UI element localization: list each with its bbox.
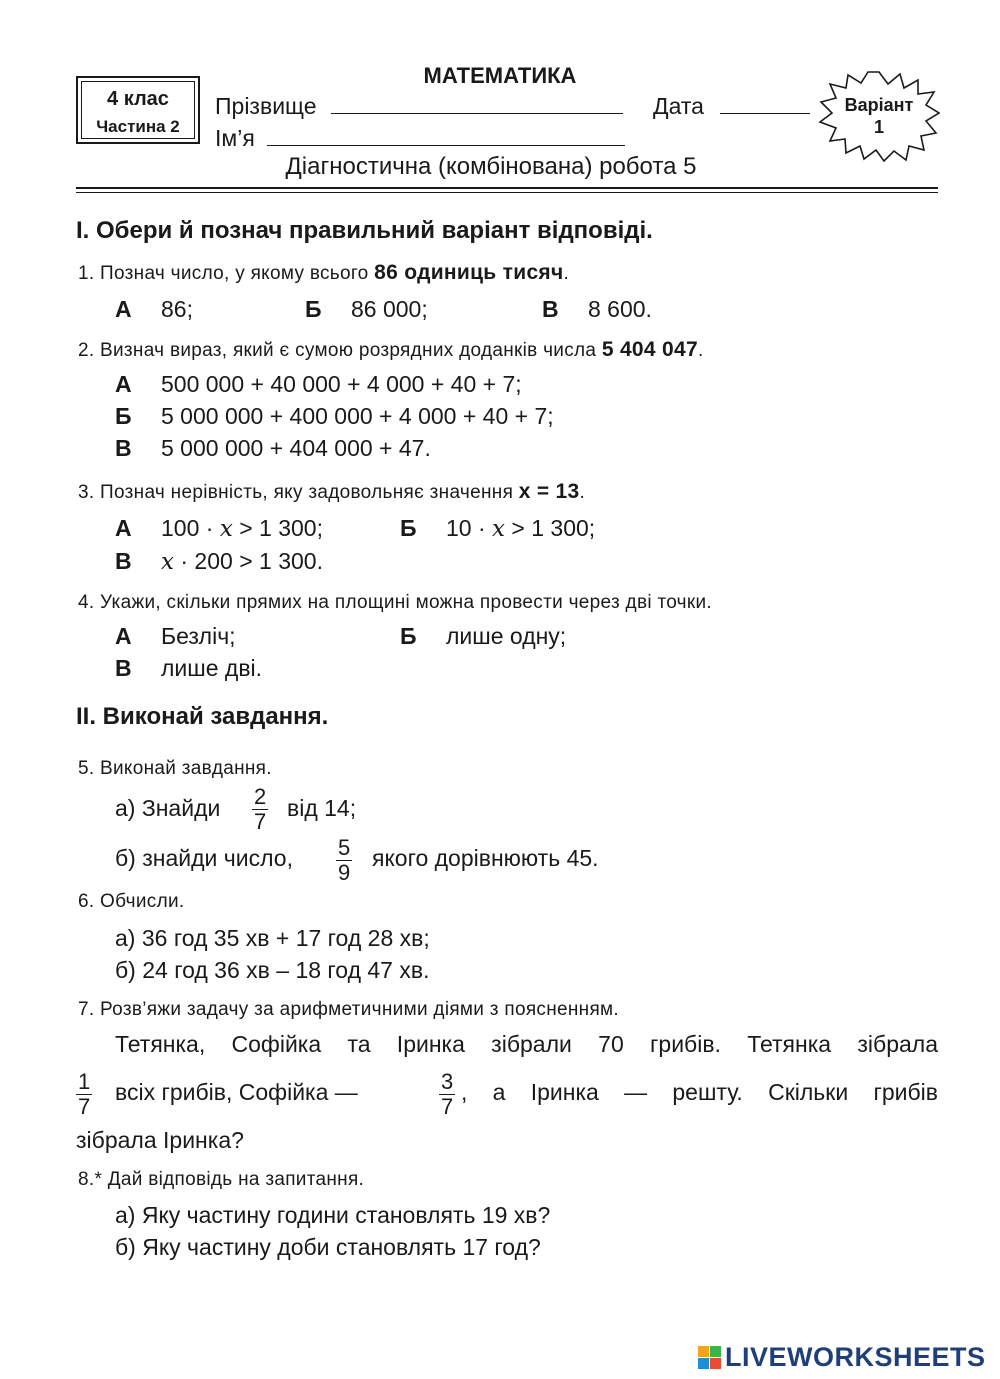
surname-field[interactable]: [331, 95, 623, 114]
question-4: 4. Укажи, скільки прямих на площині можна провести через дві точки.: [78, 592, 712, 613]
fraction-numerator: 2: [254, 784, 267, 809]
q3-option-a[interactable]: [115, 515, 323, 542]
question-2: [78, 338, 704, 362]
fraction-3-7: [439, 1070, 455, 1119]
name-row: [215, 125, 625, 152]
liveworksheets-logo-icon: [698, 1346, 721, 1369]
question-5: 5. Виконай завдання.: [78, 758, 272, 779]
option-text: 86 000;: [351, 296, 428, 322]
fraction-numerator: 5: [338, 835, 351, 860]
question-2-end: .: [697, 340, 704, 361]
q7-line-3: зібрала Іринка?: [76, 1127, 244, 1153]
option-var: x: [492, 516, 506, 542]
q8-b: б) Яку частину доби становлять 17 год?: [115, 1234, 541, 1260]
fraction-1-7: [76, 1070, 92, 1119]
section-1-title: І. Обери й познач правильний варіант відповіді.: [76, 217, 653, 244]
q5-a-pre: а) Знайди: [115, 795, 221, 821]
liveworksheets-watermark[interactable]: [698, 1342, 986, 1373]
option-post: · 200 > 1 300.: [173, 548, 323, 574]
option-letter: А: [115, 623, 132, 649]
question-3: [78, 480, 585, 504]
option-text: Безліч;: [161, 623, 236, 649]
q1-option-a[interactable]: [115, 296, 193, 323]
question-2-bold: 5 404 047: [601, 338, 698, 361]
option-letter: Б: [115, 403, 132, 429]
surname-row: [215, 93, 623, 120]
surname-label: Прізвище: [215, 93, 317, 119]
q5-a-post: від 14;: [287, 795, 357, 821]
logo-tile: [698, 1358, 709, 1369]
fraction-numerator: 1: [78, 1069, 91, 1094]
option-letter: В: [115, 548, 132, 574]
question-6: 6. Обчисли.: [78, 891, 185, 912]
question-2-text: 2. Визнач вираз, який є сумою розрядних доданків числа: [78, 340, 602, 361]
q4-option-b[interactable]: [400, 623, 566, 650]
option-letter: Б: [305, 296, 322, 322]
fraction-denominator: 7: [254, 809, 267, 834]
q2-option-a[interactable]: [115, 371, 522, 398]
logo-tile: [710, 1358, 721, 1369]
question-8: 8.* Дай відповідь на запитання.: [78, 1169, 365, 1190]
option-text: 86;: [161, 296, 193, 322]
option-post: > 1 300;: [505, 515, 596, 541]
fraction-5-9: [336, 836, 352, 885]
q1-option-c[interactable]: [542, 296, 652, 323]
question-3-text: 3. Познач нерівність, яку задовольняє значення: [78, 482, 519, 503]
option-letter: В: [115, 655, 132, 681]
header-divider: [76, 187, 938, 189]
q2-option-c[interactable]: [115, 435, 431, 462]
q6-b: б) 24 год 36 хв – 18 год 47 хв.: [115, 957, 430, 983]
liveworksheets-text: LIVEWORKSHEETS: [725, 1342, 986, 1372]
date-field[interactable]: [720, 95, 810, 114]
option-letter: В: [115, 435, 132, 461]
variant-badge: [818, 70, 940, 162]
option-letter: А: [115, 515, 132, 541]
fraction-denominator: 7: [441, 1094, 454, 1119]
question-1-text: 1. Познач число, у якому всього: [78, 263, 375, 284]
q4-option-c[interactable]: [115, 655, 262, 682]
option-letter: В: [542, 296, 559, 322]
fraction-denominator: 7: [78, 1094, 91, 1119]
option-letter: А: [115, 371, 132, 397]
variant-label: Варіант: [844, 95, 914, 115]
logo-tile: [710, 1346, 721, 1357]
option-letter: А: [115, 296, 132, 322]
fraction-2-7: [252, 785, 268, 834]
question-1-end: .: [563, 263, 570, 284]
question-7: 7. Розв’яжи задачу за арифметичними діями з поясненням.: [78, 999, 619, 1020]
fraction-denominator: 9: [338, 860, 351, 885]
q5-b-post: якого дорівнюють 45.: [372, 845, 599, 871]
grade-label: 4 клас: [107, 88, 169, 110]
question-3-end: .: [579, 482, 586, 503]
name-label: Ім’я: [215, 125, 255, 151]
option-text: 5 000 000 + 404 000 + 47.: [161, 435, 431, 461]
q5-b-pre: б) знайди число,: [115, 845, 293, 871]
q7-line-1: Тетянка, Софійка та Іринка зібрали 70 грибів. Тетянка зібрала: [115, 1031, 938, 1057]
variant-number: 1: [873, 117, 884, 137]
section-2-title: ІІ. Виконай завдання.: [76, 703, 329, 730]
grade-box: [76, 76, 200, 144]
option-text: лише одну;: [446, 623, 567, 649]
date-row: [653, 93, 810, 120]
header-divider-thin: [76, 192, 938, 193]
option-text: 5 000 000 + 400 000 + 4 000 + 40 + 7;: [161, 403, 554, 429]
q2-option-b[interactable]: [115, 403, 554, 430]
part-label: Частина 2: [96, 117, 180, 136]
q3-option-c[interactable]: [115, 548, 323, 575]
q7-mid-2: , а Іринка — решту. Скільки грибів: [461, 1079, 938, 1105]
option-pre: 100 ·: [161, 515, 220, 541]
question-3-bold: x = 13: [518, 480, 580, 503]
option-letter: Б: [400, 515, 417, 541]
option-text: лише дві.: [161, 655, 263, 681]
q6-a: а) 36 год 35 хв + 17 год 28 хв;: [115, 925, 430, 951]
q4-option-a[interactable]: [115, 623, 236, 650]
option-post: > 1 300;: [232, 515, 323, 541]
option-var: x: [219, 516, 233, 542]
logo-tile: [698, 1346, 709, 1357]
work-title: Діагностична (комбінована) робота 5: [285, 153, 697, 180]
option-var: x: [161, 549, 174, 575]
q3-option-b[interactable]: [400, 515, 595, 542]
subject-title: МАТЕМАТИКА: [423, 63, 577, 88]
question-1-bold: 86 одиниць тисяч: [374, 261, 564, 284]
option-text: 500 000 + 40 000 + 4 000 + 40 + 7;: [161, 371, 522, 397]
name-field[interactable]: [267, 127, 625, 146]
fraction-numerator: 3: [441, 1069, 454, 1094]
option-text: 8 600.: [588, 296, 652, 322]
question-1: [78, 261, 569, 285]
option-pre: 10 ·: [446, 515, 493, 541]
date-label: Дата: [653, 93, 704, 119]
option-letter: Б: [400, 623, 417, 649]
q8-a: а) Яку частину години становлять 19 хв?: [115, 1202, 551, 1228]
q7-mid-1: всіх грибів, Софійка —: [115, 1079, 358, 1105]
q1-option-b[interactable]: [305, 296, 428, 323]
